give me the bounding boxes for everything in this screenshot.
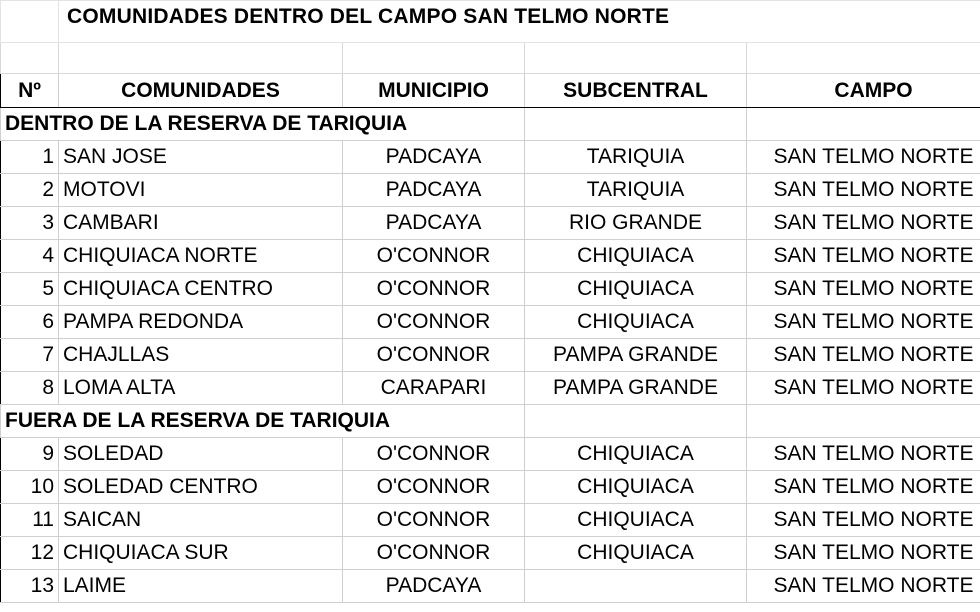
cell-subcentral[interactable]: CHIQUIACA bbox=[525, 240, 747, 273]
cell-comunidad[interactable]: SAICAN bbox=[59, 504, 343, 537]
header-comunidades[interactable]: COMUNIDADES bbox=[59, 74, 343, 108]
cell-blank[interactable] bbox=[59, 43, 343, 74]
cell-subcentral[interactable]: CHIQUIACA bbox=[525, 306, 747, 339]
cell-comunidad[interactable]: PAMPA REDONDA bbox=[59, 306, 343, 339]
cell-municipio[interactable]: O'CONNOR bbox=[343, 438, 525, 471]
cell-campo[interactable]: SAN TELMO NORTE bbox=[747, 537, 980, 570]
table-row bbox=[1, 570, 980, 603]
cell-subcentral[interactable]: CHIQUIACA bbox=[525, 471, 747, 504]
cell-municipio[interactable]: PADCAYA bbox=[343, 207, 525, 240]
cell-municipio[interactable]: PADCAYA bbox=[343, 174, 525, 207]
cell-num[interactable]: 12 bbox=[1, 537, 59, 570]
cell-subcentral[interactable]: CHIQUIACA bbox=[525, 273, 747, 306]
cell-campo[interactable]: SAN TELMO NORTE bbox=[747, 207, 980, 240]
section-row bbox=[1, 108, 980, 141]
section-label[interactable]: FUERA DE LA RESERVA DE TARIQUIA bbox=[1, 405, 525, 438]
cell-municipio[interactable]: O'CONNOR bbox=[343, 504, 525, 537]
cell-comunidad[interactable]: LAIME bbox=[59, 570, 343, 603]
cell-subcentral[interactable] bbox=[525, 570, 747, 603]
cell-blank[interactable] bbox=[525, 405, 747, 438]
section-label[interactable]: DENTRO DE LA RESERVA DE TARIQUIA bbox=[1, 108, 525, 141]
cell-blank[interactable] bbox=[1, 1, 59, 43]
cell-subcentral[interactable]: CHIQUIACA bbox=[525, 438, 747, 471]
cell-municipio[interactable]: O'CONNOR bbox=[343, 537, 525, 570]
cell-num[interactable]: 4 bbox=[1, 240, 59, 273]
cell-num[interactable]: 10 bbox=[1, 471, 59, 504]
table-row bbox=[1, 438, 980, 471]
cell-campo[interactable]: SAN TELMO NORTE bbox=[747, 438, 980, 471]
table-row bbox=[1, 141, 980, 174]
cell-comunidad[interactable]: SOLEDAD CENTRO bbox=[59, 471, 343, 504]
cell-subcentral[interactable]: TARIQUIA bbox=[525, 141, 747, 174]
table-row bbox=[1, 372, 980, 405]
cell-comunidad[interactable]: CHIQUIACA SUR bbox=[59, 537, 343, 570]
cell-comunidad[interactable]: CHIQUIACA CENTRO bbox=[59, 273, 343, 306]
cell-comunidad[interactable]: LOMA ALTA bbox=[59, 372, 343, 405]
table-row bbox=[1, 537, 980, 570]
cell-num[interactable]: 11 bbox=[1, 504, 59, 537]
cell-blank[interactable] bbox=[525, 108, 747, 141]
cell-subcentral[interactable]: CHIQUIACA bbox=[525, 504, 747, 537]
table-row bbox=[1, 240, 980, 273]
cell-municipio[interactable]: O'CONNOR bbox=[343, 240, 525, 273]
header-num[interactable]: Nº bbox=[1, 74, 59, 108]
cell-comunidad[interactable]: CHAJLLAS bbox=[59, 339, 343, 372]
cell-blank[interactable] bbox=[343, 43, 525, 74]
cell-num[interactable]: 2 bbox=[1, 174, 59, 207]
cell-comunidad[interactable]: SOLEDAD bbox=[59, 438, 343, 471]
cell-campo[interactable]: SAN TELMO NORTE bbox=[747, 306, 980, 339]
cell-subcentral[interactable]: TARIQUIA bbox=[525, 174, 747, 207]
header-row bbox=[1, 74, 980, 108]
table-row bbox=[1, 306, 980, 339]
cell-campo[interactable]: SAN TELMO NORTE bbox=[747, 141, 980, 174]
cell-campo[interactable]: SAN TELMO NORTE bbox=[747, 339, 980, 372]
cell-campo[interactable]: SAN TELMO NORTE bbox=[747, 372, 980, 405]
cell-num[interactable]: 3 bbox=[1, 207, 59, 240]
cell-campo[interactable]: SAN TELMO NORTE bbox=[747, 504, 980, 537]
table-row bbox=[1, 174, 980, 207]
table-row bbox=[1, 471, 980, 504]
table-title: COMUNIDADES DENTRO DEL CAMPO SAN TELMO NORTE bbox=[67, 5, 670, 28]
cell-municipio[interactable]: O'CONNOR bbox=[343, 339, 525, 372]
cell-subcentral[interactable]: PAMPA GRANDE bbox=[525, 339, 747, 372]
cell-municipio[interactable]: PADCAYA bbox=[343, 570, 525, 603]
cell-blank[interactable] bbox=[747, 405, 980, 438]
cell-num[interactable]: 5 bbox=[1, 273, 59, 306]
cell-comunidad[interactable]: CHIQUIACA NORTE bbox=[59, 240, 343, 273]
blank-row bbox=[1, 43, 980, 74]
table-row bbox=[1, 504, 980, 537]
cell-num[interactable]: 7 bbox=[1, 339, 59, 372]
cell-comunidad[interactable]: MOTOVI bbox=[59, 174, 343, 207]
cell-campo[interactable]: SAN TELMO NORTE bbox=[747, 471, 980, 504]
section-row bbox=[1, 405, 980, 438]
header-campo[interactable]: CAMPO bbox=[747, 74, 980, 108]
cell-campo[interactable]: SAN TELMO NORTE bbox=[747, 273, 980, 306]
cell-municipio[interactable]: PADCAYA bbox=[343, 141, 525, 174]
cell-municipio[interactable]: O'CONNOR bbox=[343, 471, 525, 504]
table-row bbox=[1, 273, 980, 306]
cell-blank[interactable] bbox=[525, 43, 747, 74]
cell-municipio[interactable]: O'CONNOR bbox=[343, 273, 525, 306]
cell-num[interactable]: 6 bbox=[1, 306, 59, 339]
table-row bbox=[1, 207, 980, 240]
cell-num[interactable]: 1 bbox=[1, 141, 59, 174]
cell-subcentral[interactable]: CHIQUIACA bbox=[525, 537, 747, 570]
cell-campo[interactable]: SAN TELMO NORTE bbox=[747, 174, 980, 207]
table-row bbox=[1, 339, 980, 372]
header-municipio[interactable]: MUNICIPIO bbox=[343, 74, 525, 108]
cell-blank[interactable] bbox=[747, 43, 980, 74]
cell-num[interactable]: 8 bbox=[1, 372, 59, 405]
cell-comunidad[interactable]: CAMBARI bbox=[59, 207, 343, 240]
cell-comunidad[interactable]: SAN JOSE bbox=[59, 141, 343, 174]
title-row bbox=[1, 1, 980, 43]
cell-campo[interactable]: SAN TELMO NORTE bbox=[747, 240, 980, 273]
cell-campo[interactable]: SAN TELMO NORTE bbox=[747, 570, 980, 603]
cell-blank[interactable] bbox=[747, 108, 980, 141]
cell-num[interactable]: 9 bbox=[1, 438, 59, 471]
cell-num[interactable]: 13 bbox=[1, 570, 59, 603]
cell-subcentral[interactable]: PAMPA GRANDE bbox=[525, 372, 747, 405]
header-subcentral[interactable]: SUBCENTRAL bbox=[525, 74, 747, 108]
cell-blank[interactable] bbox=[1, 43, 59, 74]
cell-municipio[interactable]: CARAPARI bbox=[343, 372, 525, 405]
cell-municipio[interactable]: O'CONNOR bbox=[343, 306, 525, 339]
table-title-cell[interactable] bbox=[59, 1, 980, 43]
cell-subcentral[interactable]: RIO GRANDE bbox=[525, 207, 747, 240]
